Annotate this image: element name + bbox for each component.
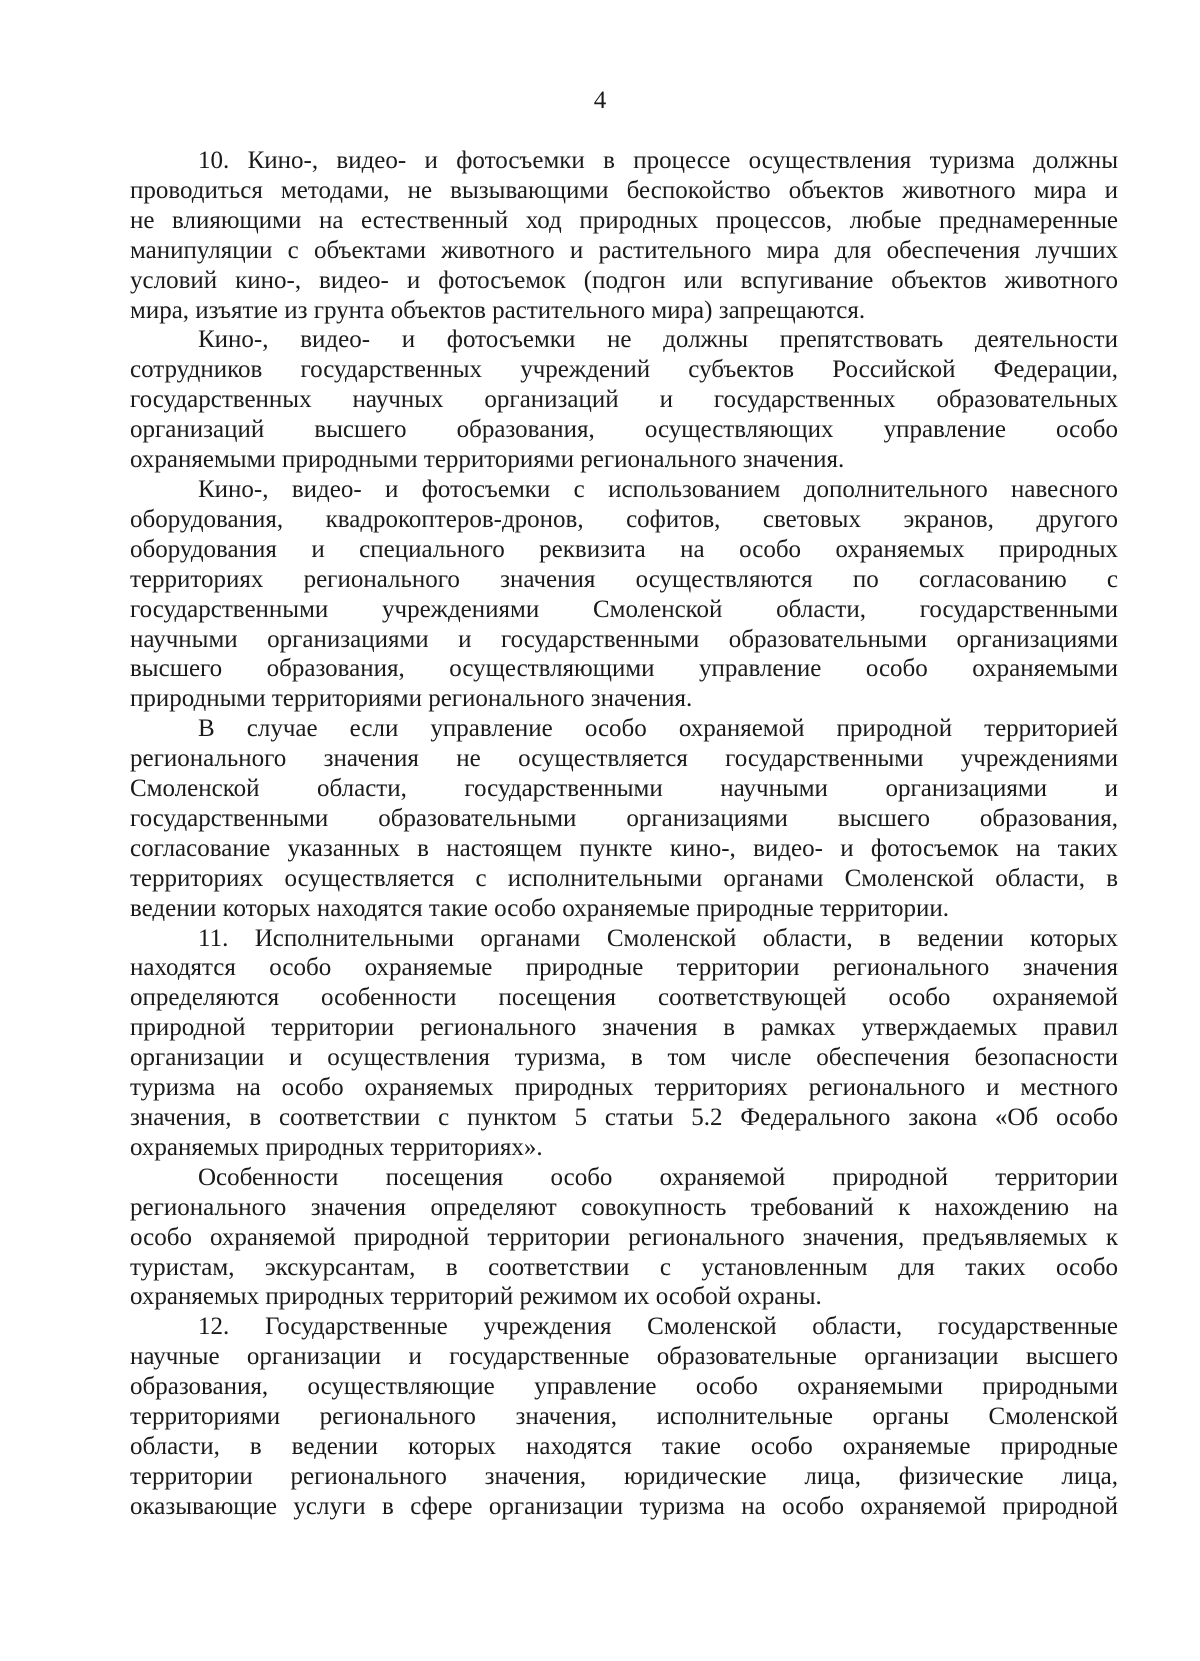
text-line: организации и осуществления туризма, в том числе обеспечения безопасности — [130, 1044, 1118, 1072]
text-line: образования, осуществляющие управление особо охраняемыми природными — [130, 1373, 1118, 1401]
document-body — [130, 146, 1118, 1522]
paragraph — [130, 146, 1118, 325]
text-line: регионального значения не осуществляется государственными учреждениями — [130, 745, 1118, 773]
page-number: 4 — [593, 87, 607, 114]
text-line: охраняемых природных территорий режимом их особой охраны. — [130, 1283, 822, 1311]
text-line: значения, в соответствии с пунктом 5 статьи 5.2 Федерального закона «Об особо — [130, 1104, 1118, 1131]
text-line: находятся особо охраняемые природные территории регионального значения — [130, 954, 1118, 982]
text-line: территории регионального значения, юридические лица, физические лица, — [130, 1462, 1118, 1490]
text-line: оборудования, квадрокоптеров-дронов, софитов, световых экранов, другого — [130, 505, 1118, 533]
text-line: 10. Кино-, видео- и фотосъемки в процессе осуществления туризма должны — [198, 147, 1118, 174]
text-line: природными территориями регионального значения. — [130, 685, 693, 713]
text-line: охраняемыми природными территориями регионального значения. — [130, 446, 845, 474]
paragraph — [130, 1312, 1118, 1521]
text-line: сотрудников государственных учреждений субъектов Российской Федерации, — [130, 356, 1118, 384]
text-line: территориях регионального значения осуществляются по согласованию с — [130, 565, 1118, 593]
paragraph — [130, 325, 1118, 475]
text-line: туризма на особо охраняемых природных территориях регионального и местного — [130, 1074, 1118, 1102]
paragraph — [130, 924, 1118, 1163]
paragraph — [130, 714, 1118, 923]
text-line: ведении которых находятся такие особо охраняемые природные территории. — [130, 894, 949, 922]
text-line: Смоленской области, государственными научными организациями и — [130, 775, 1118, 803]
text-line: Кино-, видео- и фотосъемки с использованием дополнительного навесного — [198, 475, 1118, 503]
text-line: государственных научных организаций и государственных образовательных — [130, 386, 1118, 414]
text-line: определяются особенности посещения соответствующей особо охраняемой — [130, 984, 1118, 1012]
text-line: регионального значения определяют совокупность требований к нахождению на — [130, 1193, 1118, 1221]
text-line: манипуляции с объектами животного и растительного мира для обеспечения лучших — [130, 236, 1118, 264]
text-line: области, в ведении которых находятся такие особо охраняемые природные — [130, 1432, 1118, 1460]
text-line: Особенности посещения особо охраняемой природной территории — [198, 1163, 1118, 1191]
text-line: научные организации и государственные образовательные организации высшего — [130, 1343, 1118, 1371]
text-line: мира, изъятие из грунта объектов растительного мира) запрещаются. — [130, 296, 866, 324]
text-line: проводиться методами, не вызывающими беспокойство объектов животного мира и — [130, 176, 1118, 204]
text-line: Кино-, видео- и фотосъемки не должны препятствовать деятельности — [198, 326, 1118, 354]
text-line: государственными образовательными организациями высшего образования, — [130, 804, 1118, 832]
text-line: организаций высшего образования, осуществляющих управление особо — [130, 416, 1118, 444]
text-line: оказывающие услуги в сфере организации туризма на особо охраняемой природной — [130, 1492, 1118, 1520]
text-line: территориях осуществляется с исполнительными органами Смоленской области, в — [130, 864, 1118, 892]
text-line: государственными учреждениями Смоленской области, государственными — [130, 595, 1118, 623]
text-line: согласование указанных в настоящем пункте кино-, видео- и фотосъемок на таких — [130, 834, 1118, 862]
text-line: 11. Исполнительными органами Смоленской области, в ведении которых — [198, 924, 1118, 952]
text-line: высшего образования, осуществляющими управление особо охраняемыми — [130, 655, 1118, 683]
text-line: 12. Государственные учреждения Смоленской области, государственные — [198, 1313, 1118, 1341]
text-line: научными организациями и государственными образовательными организациями — [130, 625, 1118, 653]
text-line: оборудования и специального реквизита на особо охраняемых природных — [130, 535, 1118, 563]
text-line: условий кино-, видео- и фотосъемок (подгон или вспугивание объектов животного — [130, 266, 1118, 294]
text-line: территориями регионального значения, исполнительные органы Смоленской — [130, 1403, 1118, 1431]
text-line: не влияющими на естественный ход природных процессов, любые преднамеренные — [130, 206, 1118, 234]
text-line: особо охраняемой природной территории регионального значения, предъявляемых к — [130, 1223, 1118, 1251]
paragraph — [130, 1163, 1118, 1313]
text-line: туристам, экскурсантам, в соответствии с установленным для таких особо — [130, 1253, 1118, 1281]
text-line: природной территории регионального значения в рамках утверждаемых правил — [130, 1014, 1118, 1042]
text-line: охраняемых природных территориях». — [130, 1133, 543, 1161]
text-line: В случае если управление особо охраняемой природной территорией — [198, 715, 1118, 743]
paragraph — [130, 475, 1118, 714]
